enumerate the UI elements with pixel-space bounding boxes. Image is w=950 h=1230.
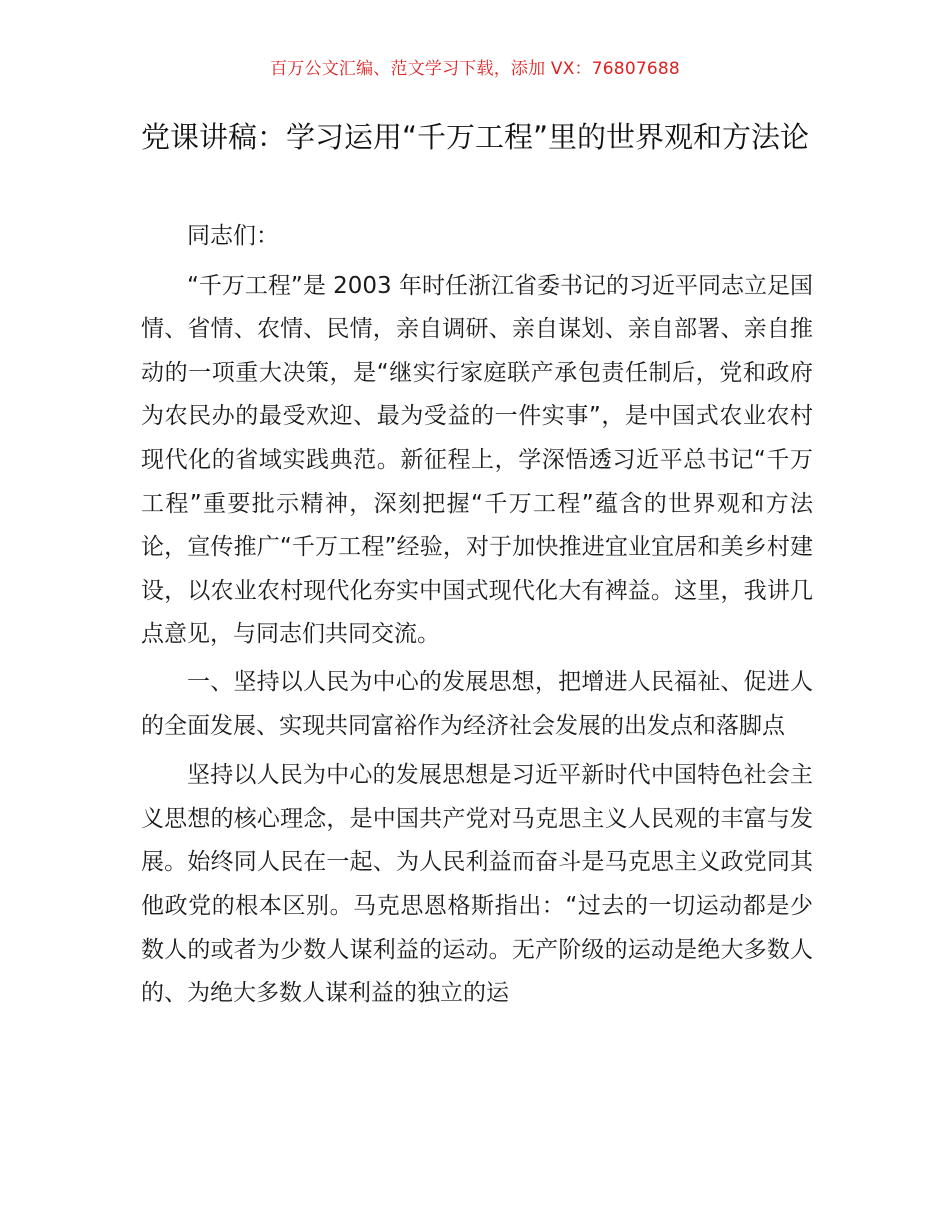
paragraph-section-1: 坚持以人民为中心的发展思想是习近平新时代中国特色社会主义思想的核心理念，是中国共产党对马克思主义人民观的丰富与发展。始终同人民在一起、为人民利益而奋斗是马克思主义政党同其他政党的根本区别。马克思恩格斯指出：“过去的一切运动都是少数人的或者为少数人谋利益的运动。无产阶级的运动是绝大多数人的、为绝大多数人谋利益的独立的运 — [141, 762, 813, 1007]
section-heading-1: 一、坚持以人民为中心的发展思想，把增进人民福祉、促进人的全面发展、实现共同富裕作为经济社会发展的出发点和落脚点 — [141, 668, 813, 739]
salutation: 同志们： — [187, 223, 279, 249]
document-title: 党课讲稿：学习运用“千万工程”里的世界观和方法论 — [140, 120, 810, 154]
header-banner: 百万公文汇编、范文学习下载，添加 VX：76807688 — [270, 59, 680, 79]
paragraph-intro: “千万工程”是 2003 年时任浙江省委书记的习近平同志立足国情、省情、农情、民情，亲自调研、亲自谋划、亲自部署、亲自推动的一项重大决策，是“继实行家庭联产承包责任制后，党和政府为农民办的最受欢迎、最为受益的一件实事”，是中国式农业农村现代化的省域实践典范。新征程上，学深悟透习近平总书记“千万工程”重要批示精神，深刻把握“千万工程”蕴含的世界观和方法论，宣传推广“千万工程”经验，对于加快推进宜业宜居和美乡村建设，以农业农村现代化夯实中国式现代化大有裨益。这里，我讲几点意见，与同志们共同交流。 — [141, 272, 813, 648]
document-body — [141, 215, 813, 1020]
